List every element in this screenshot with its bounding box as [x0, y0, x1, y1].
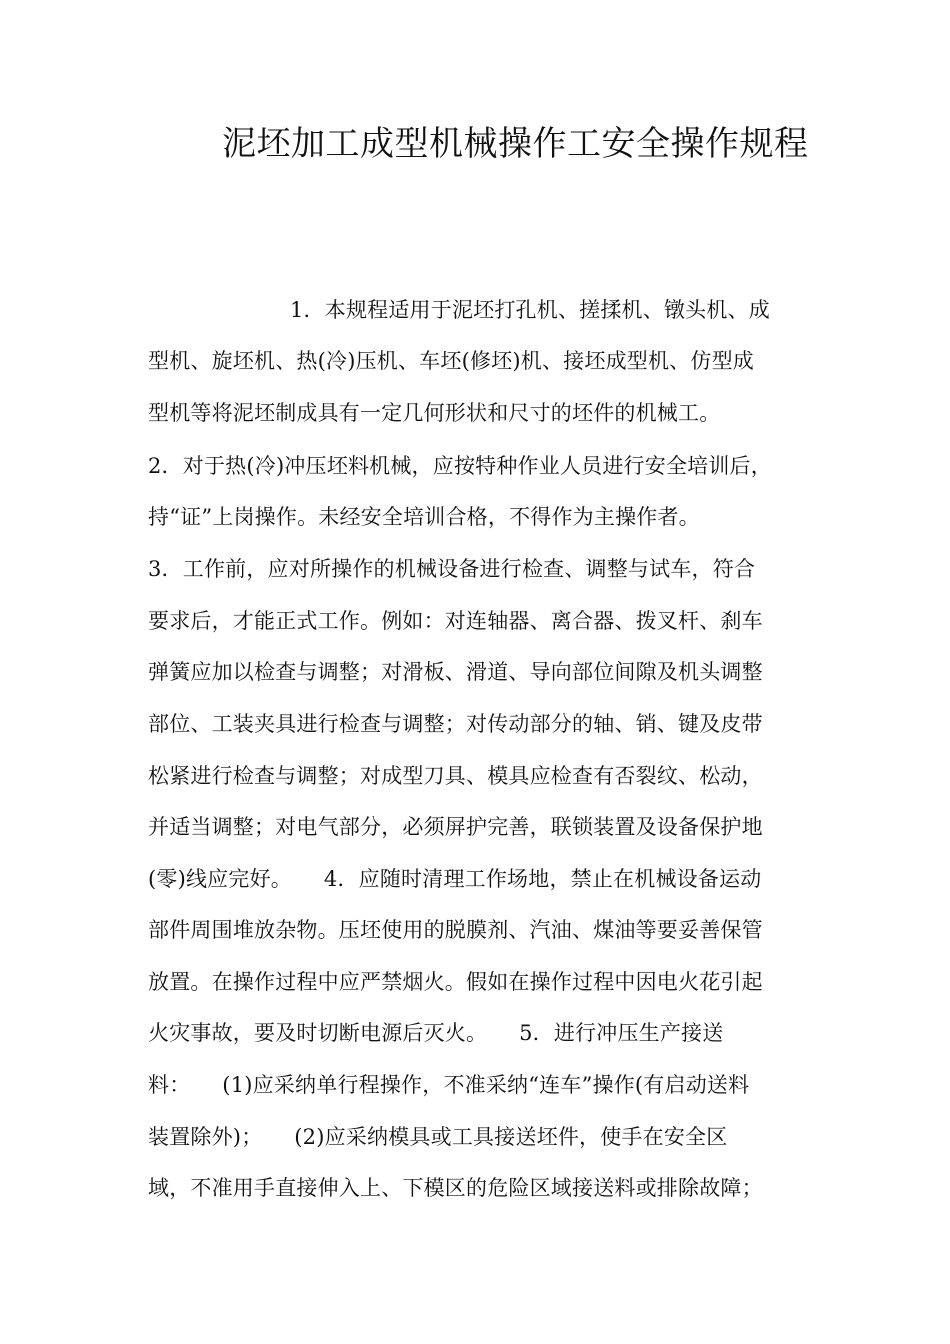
paragraph-line-14: 放置。在操作过程中应严禁烟火。假如在操作过程中因电火花引起: [148, 970, 763, 994]
paragraph-line-3: 型机等将泥坯制成具有一定几何形状和尺寸的坯件的机械工。: [148, 401, 721, 425]
paragraph-line-11: 并适当调整；对电气部分，必须屏护完善，联锁装置及设备保护地: [148, 815, 763, 839]
paragraph-line-1: 1．本规程适用于泥坯打孔机、搓揉机、镦头机、成: [290, 298, 770, 322]
paragraph-line-2: 型机、旋坯机、热(冷)压机、车坯(修坯)机、接坯成型机、仿型成: [148, 349, 754, 373]
document-title: 泥坯加工成型机械操作工安全操作规程: [222, 124, 809, 164]
paragraph-line-5: 持“证”上岗操作。未经安全培训合格，不得作为主操作者。: [148, 505, 700, 529]
paragraph-line-12: (零)线应完好。 4．应随时清理工作场地，禁止在机械设备运动: [148, 867, 762, 891]
paragraph-line-7: 要求后，才能正式工作。例如：对连轴器、离合器、拨叉杆、刹车: [148, 609, 763, 633]
paragraph-line-15: 火灾事故，要及时切断电源后灭火。 5．进行冲压生产接送: [148, 1021, 724, 1045]
paragraph-line-4: 2．对于热(冷)冲压坯料机械，应按特种作业人员进行安全培训后，: [148, 454, 772, 478]
paragraph-line-13: 部件周围堆放杂物。压坯使用的脱膜剂、汽油、煤油等要妥善保管: [148, 918, 763, 942]
paragraph-line-9: 部位、工装夹具进行检查与调整；对传动部分的轴、销、键及皮带: [148, 712, 763, 736]
paragraph-line-8: 弹簧应加以检查与调整；对滑板、滑道、导向部位间隙及机头调整: [148, 660, 763, 684]
paragraph-line-18: 域，不准用手直接伸入上、下模区的危险区域接送料或排除故障；: [148, 1176, 763, 1200]
paragraph-line-10: 松紧进行检查与调整；对成型刀具、模具应检查有否裂纹、松动，: [148, 764, 763, 788]
paragraph-line-17: 装置除外)； (2)应采纳模具或工具接送坯件，使手在安全区: [148, 1125, 728, 1149]
paragraph-line-6: 3．工作前，应对所操作的机械设备进行检查、调整与试车，符合: [148, 557, 756, 581]
paragraph-line-16: 料： (1)应采纳单行程操作，不准采纳“连车”操作(有启动送料: [148, 1073, 750, 1097]
